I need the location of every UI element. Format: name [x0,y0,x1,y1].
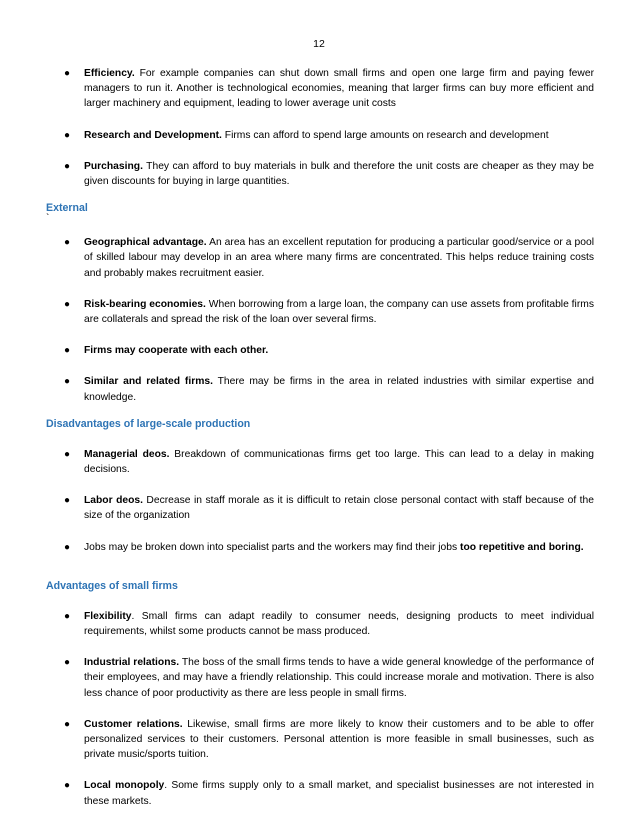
section-heading-advantages: Advantages of small firms [46,579,178,592]
bullet-icon: ● [64,298,71,310]
section-heading-disadvantages: Disadvantages of large-scale production [46,417,251,430]
section-heading-external: External [46,202,88,215]
bullet-icon: ● [64,718,71,730]
list-item: ● Similar and related firms. There may be firms in the area in related industries with similar expertise and knowledge. [64,376,594,403]
list-item: ● Geographical advantage. An area has an excellent reputation for producing a particular good/service or a pool of skilled labour may develop in an area where many firms are concentrated. This helps reduce training costs and probably makes recruitment easier. [64,237,594,279]
bullet-icon: ● [64,376,71,388]
list-item: ● Customer relations. Likewise, small firms are more likely to know their customers and to be able to offer personalized services to their customers. Personal attention is more feasible in small businesses, such as private music/sports tuition. [64,718,594,761]
stray-mark: ` [46,213,50,225]
bullet-icon: ● [64,129,71,141]
bullet-icon: ● [64,610,71,622]
bullet-list-internal [46,66,594,189]
list-item: ● Purchasing. They can afford to buy materials in bulk and therefore the unit costs are cheaper as they may be given discounts for buying in large quantities. [64,160,594,188]
bullet-icon: ● [64,657,71,669]
bullet-icon: ● [64,495,71,507]
list-item: ● Labor deos. Decrease in staff morale as it is difficult to retain close personal contact with staff because of the size of the organization [64,495,595,522]
list-item: ● Jobs may be broken down into specialist parts and the workers may find their jobs too repetitive and boring. [46,540,594,555]
bullet-icon: ● [64,160,71,172]
page-content [46,66,594,809]
list-item: ● Research and Development. Firms can afford to spend large amounts on research and development [46,128,594,143]
list-item: ● Flexibility. Small firms can adapt readily to consumer needs, designing products to meet individual requirements, whilst some products cannot be mass produced. [64,610,594,638]
page-number: 12 [313,38,325,50]
bullet-icon: ● [64,448,71,460]
bullet-list-disadvantages [46,447,594,555]
list-item: ● Industrial relations. The boss of the small firms tends to have a wide general knowledge of the performance of their employees, and may have a friendly relationship. This could increase morale and motivation. There is also less chance of poor productivity as there are less people in small firms. [64,657,594,699]
bullet-icon: ● [64,780,71,792]
list-item: ● Managerial deos. Breakdown of communicationas firms get too large. This can lead to a delay in making decisions. [64,448,594,476]
bullet-icon: ● [64,345,71,357]
bullet-icon: ● [64,541,71,553]
bullet-icon: ● [64,68,71,79]
list-item: ● Risk-bearing economies. When borrowing from a large loan, the company can use assets from profitable firms are collaterals and spread the risk of the loan over several firms. [64,298,594,326]
list-item: ● Efficiency. For example companies can shut down small firms and open one large firm and paying fewer managers to run it. Another is technological economies, meaning that larger firms can buy more efficient and larger machinery and equipment, leading to lower average unit costs [64,68,594,110]
bullet-list-advantages [46,609,594,809]
list-item: ● Local monopoly. Some firms supply only to a small market, and specialist businesses are not interested in these markets. [64,780,594,807]
bullet-list-external [46,235,594,405]
list-item: ● Firms may cooperate with each other. [46,343,594,358]
bullet-icon: ● [64,237,71,249]
